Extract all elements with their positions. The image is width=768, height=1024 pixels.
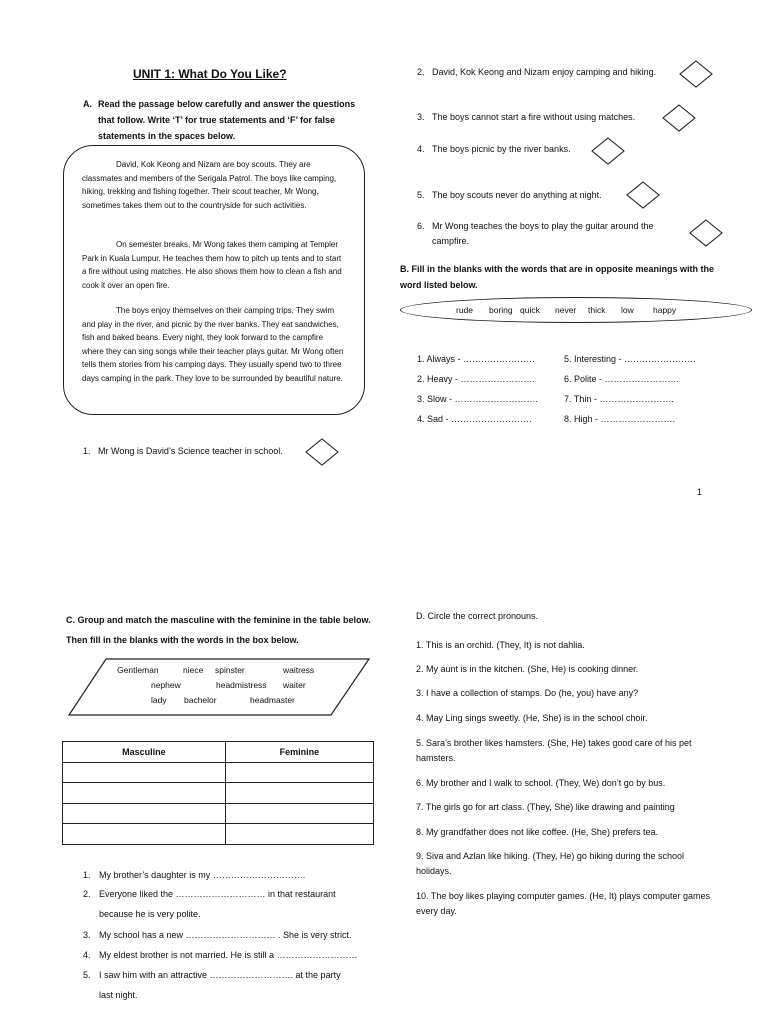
table-cell[interactable] bbox=[63, 762, 226, 783]
page-title: UNIT 1: What Do You Like? bbox=[133, 67, 287, 81]
table-row bbox=[63, 783, 374, 804]
gender-match-table bbox=[62, 741, 374, 845]
word-box-word: low bbox=[621, 305, 634, 315]
pronoun-question-3: 3. I have a collection of stamps. Do (he, you) have any? bbox=[416, 688, 639, 698]
table-cell[interactable] bbox=[225, 762, 373, 783]
answer-diamond-5[interactable] bbox=[626, 181, 660, 209]
table-cell[interactable] bbox=[63, 803, 226, 824]
pronoun-question-5: 5. Sara’s brother likes hamsters. (She, He) takes good care of his pet hamsters. bbox=[416, 738, 692, 763]
passage-paragraph-3: The boys enjoy themselves on their camping trips. They swim and play in the river, and picnic by the river banks. They eat sandwiches, fish and baked beans. Every night, they look forward to the campfire where they can sing songs while their teacher plays guitar. Mr Wong often tells them stories from his camping days. They usually spend two to three days camping in the park. They love to be surrounded by beautiful nature. bbox=[82, 306, 344, 383]
pronoun-question-1: 1. This is an orchid. (They, It) is not dahlia. bbox=[416, 640, 585, 650]
word-box-word: spinster bbox=[215, 665, 245, 675]
table-cell[interactable] bbox=[225, 803, 373, 824]
section-d-instruction: D. Circle the correct pronouns. bbox=[416, 611, 539, 621]
pronoun-question-7: 7. The girls go for art class. (They, She) like drawing and painting bbox=[416, 802, 675, 812]
passage-paragraph-1: David, Kok Keong and Nizam are boy scouts. They are classmates and members of the Serigala Patrol. The boys like camping, hiking, trekking and fishing together. Their scout teacher, Mr Wong, sometimes takes them out to the countryside for such activities. bbox=[82, 160, 337, 210]
word-box-word: waitress bbox=[283, 665, 315, 675]
pronoun-question-8: 8. My grandfather does not like coffee. (He, She) prefers tea. bbox=[416, 827, 658, 837]
word-box-word: headmistress bbox=[216, 680, 267, 690]
table-header-feminine: Feminine bbox=[225, 742, 373, 763]
word-box-word: Gentleman bbox=[117, 665, 159, 675]
word-box-word: happy bbox=[653, 305, 677, 315]
word-box-word: thick bbox=[588, 305, 606, 315]
table-header-masculine: Masculine bbox=[63, 742, 226, 763]
table-row bbox=[63, 762, 374, 783]
table-row bbox=[63, 824, 374, 845]
word-box-word: never bbox=[555, 305, 577, 315]
section-b-instruction: B. Fill in the blanks with the words that are in opposite meanings with the word listed below. bbox=[400, 264, 715, 290]
table-cell[interactable] bbox=[225, 824, 373, 845]
antonym-item-5: 5. Interesting - …………………… bbox=[564, 354, 697, 364]
antonym-item-7: 7. Thin - ……………………. bbox=[564, 394, 674, 404]
section-a-instruction bbox=[83, 96, 373, 144]
antonym-item-3: 3. Slow - ………………………. bbox=[417, 394, 539, 404]
word-box-word: lady bbox=[151, 695, 167, 705]
antonym-item-1: 1. Always - …………………… bbox=[417, 354, 536, 364]
section-a-instruction-text: Read the passage below carefully and answer the questions that follow. Write ‘T’ for true statements and ‘F’ for false statements in the spaces below. bbox=[98, 99, 356, 141]
answer-diamond-4[interactable] bbox=[591, 137, 625, 165]
antonym-item-6: 6. Polite - ……………………. bbox=[564, 374, 680, 384]
table-cell[interactable] bbox=[63, 783, 226, 804]
section-a-label: A. bbox=[83, 99, 92, 109]
word-box-word: waiter bbox=[283, 680, 306, 690]
word-box-word: nephew bbox=[151, 680, 181, 690]
antonym-item-2: 2. Heavy - ……………………. bbox=[417, 374, 536, 384]
word-box-word: niece bbox=[183, 665, 204, 675]
word-box-word: headmaster bbox=[250, 695, 295, 705]
answer-diamond-3[interactable] bbox=[662, 104, 696, 132]
word-box-word: quick bbox=[520, 305, 540, 315]
word-box-word: boring bbox=[489, 305, 513, 315]
pronoun-question-4: 4. May Ling sings sweetly. (He, She) is in the school choir. bbox=[416, 713, 648, 723]
pronoun-question-6: 6. My brother and I walk to school. (They, We) don’t go by bus. bbox=[416, 778, 666, 788]
word-box-word: bachelor bbox=[184, 695, 217, 705]
table-cell[interactable] bbox=[225, 783, 373, 804]
word-box-word: rude bbox=[456, 305, 474, 315]
answer-diamond-6[interactable] bbox=[689, 219, 723, 247]
antonym-item-4: 4. Sad - ……………………… bbox=[417, 414, 533, 424]
pronoun-question-10: 10. The boy likes playing computer games. (He, It) plays computer games every day. bbox=[416, 891, 710, 916]
table-cell[interactable] bbox=[63, 824, 226, 845]
answer-diamond-2[interactable] bbox=[679, 60, 713, 88]
page-number: 1 bbox=[697, 487, 703, 497]
answer-diamond-1[interactable] bbox=[305, 438, 339, 466]
passage-paragraph-2: On semester breaks, Mr Wong takes them camping at Templer Park in Kuala Lumpur. He teaches them how to pitch up tents and to start a fire without using matches. He also shows them how to clean a fish and cook it over an open fire. bbox=[82, 240, 342, 290]
antonym-item-8: 8. High - ……………………. bbox=[564, 414, 676, 424]
section-c-instruction: C. Group and match the masculine with the feminine in the table below. Then fill in the blanks with the words in the box below. bbox=[66, 615, 371, 645]
pronoun-question-9: 9. Siva and Azlan like hiking. (They, He) go hiking during the school holidays. bbox=[416, 851, 684, 876]
table-row bbox=[63, 803, 374, 824]
pronoun-question-2: 2. My aunt is in the kitchen. (She, He) is cooking dinner. bbox=[416, 664, 639, 674]
